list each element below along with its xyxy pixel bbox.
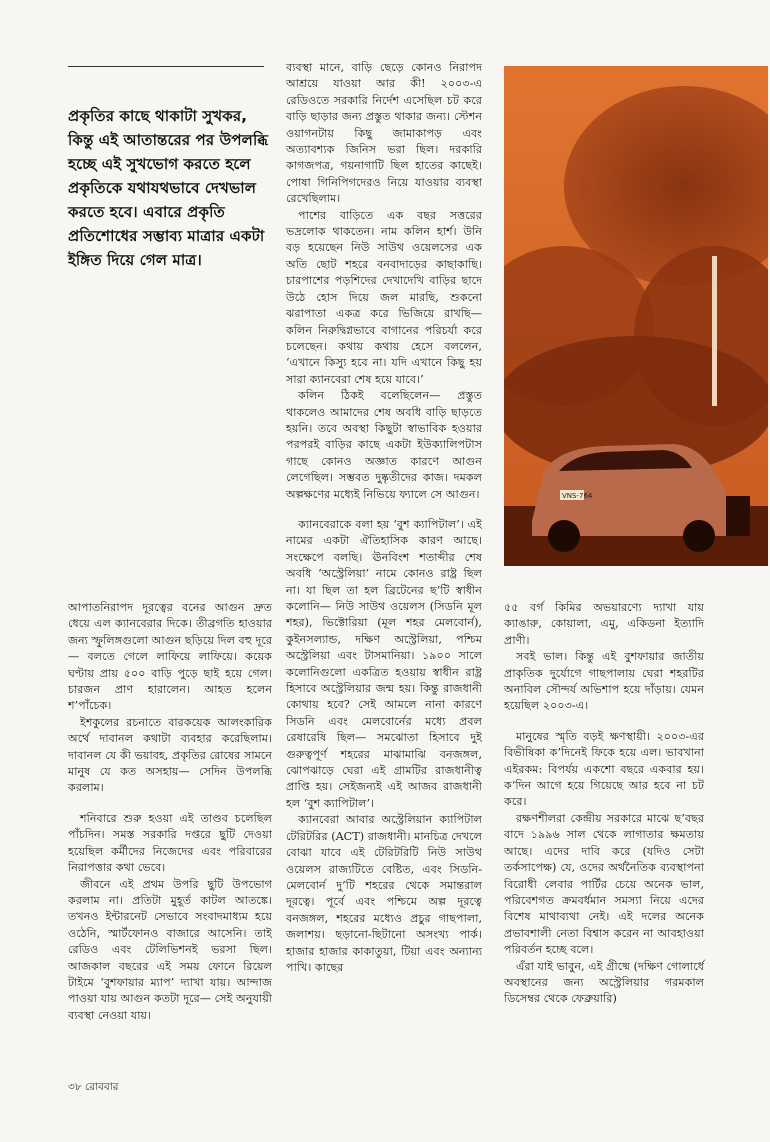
paragraph: ইশকুলের রচনাতে বারকয়েক আলংকারিক অর্থে দাবানল কথাটা ব্যবহার করেছিলাম। দাবানল যে কী ভয়াবহ, প্রকৃতির রোষের সামনে মানুষ যে কত অসহায়— সেদিন উপলব্ধি করলাম। xyxy=(68,715,272,795)
paragraph: কলিন ঠিকই বলেছিলেন— প্রস্তুত থাকলেও আমাদের শেষ অবধি বাড়ি ছাড়তে হয়নি। তবে অবস্থা কিছুটা স্বাভাবিক হওয়ার পরপরই বাড়ির কাছে একটা ইউক্যালিপটাস গাছে কোনও অজ্ঞাত কারণে আগুন লেগেছিল। সম্ভবত দুষ্কৃতীদের কাজ। দমকল অল্পক্ষণের মধ্যেই নিভিয়ে ফ্যালে সে আগুন। xyxy=(286,389,482,501)
paragraph: ক্যানবেরা আবার অস্ট্রেলিয়ান ক্যাপিটাল টেরিটরির (ACT) রাজধানী। মানচিত্র দেখলে বোঝা যাবে এই টেরিটরিটি নিউ সাউথ ওয়েলস রাজ্যটিতে বেষ্টিত, এবং সিডনি-মেলবোর্ন দু’টি শহরের থেকে সমান্তরাল দূরত্বে। পূর্বে এবং পশ্চিমে অল্প দূরত্বে বনজঙ্গল, শহরের মধ্যেও প্রচুর গাছপালা, জলাশয়। ছড়ানো-ছিটানো অসংখ্য পার্ক। হাজার হাজার কাকাতুয়া, টিয়া এবং অন্যান্য পাখি। কাছের xyxy=(286,813,482,974)
pull-quote: প্রকৃতির কাছে থাকাটা সুখকর, কিন্তু এই আতান্তরের পর উপলব্ধি হচ্ছে এই সুখভোগ করতে হলে প্রকৃতিকে যথাযথভাবে দেখভাল করতে হবে। এবারে প্রকৃতি প্রতিশোধের সম্ভাব্য মাত্রার একটা ইঙ্গিত দিয়ে গেল মাত্র। xyxy=(68,107,269,269)
paragraph: মানুষের স্মৃতি বড়ই ক্ষণস্থায়ী। ২০০৩-এর বিভীষিকা ক’দিনেই ফিকে হয়ে এল। ভাবখানা এইরকম: বিপর্যয় একশো বছরে একবার হয়। ক’দিন আগে হয়ে গিয়েছে আর হবে না চট করে। xyxy=(504,729,704,809)
bushfire-photo xyxy=(504,66,768,566)
paragraph: আপাতনিরাপদ দূরত্বের বনের আগুন দ্রুত ধেয়ে এল ক্যানবেরার দিকে। তীব্রগতি হাওয়ার জন্য স্ফুলিঙ্গগুলো আগুন ছড়িয়ে দিল বহু দূরে— বলতে গেলে লাফিয়ে লাফিয়ে। কয়েক ঘণ্টায় প্রায় ৫০০ বাড়ি পুড়ে ছাই হয়ে গেল। চারজন প্রাণ হারালেন। আহত হলেন শ’পাঁচেক। xyxy=(68,601,272,713)
pull-quote-rule xyxy=(68,66,264,67)
article-column-middle xyxy=(286,60,482,976)
paragraph: ব্যবস্থা মানে, বাড়ি ছেড়ে কোনও নিরাপদ আশ্রয়ে যাওয়া আর কী! ২০০৩-এ রেডিওতে সরকারি নির্দেশ এসেছিল চট করে বাড়ি ছাড়ার জন্য প্রস্তুত থাকার জন্য। স্টেশন ওয়াগনটায় কিছু জামাকাপড় এবং অত্যাবশ্যক জিনিস ভরা ছিল। দরকারি কাগজপত্র, গয়নাগাটি ছিল হাতের কাছেই। পোষা গিনিপিগদেরও নিয়ে যাওয়ার ব্যবস্থা রেখেছিলাম। xyxy=(286,61,482,206)
license-plate: VNS-764 xyxy=(562,492,593,500)
paragraph: ৫৫ বর্গ কিমির অভয়ারণ্যে দ্যাখা যায় ক্যাঙারু, কোয়ালা, এমু, একিডনা ইত্যাদি প্রাণী। xyxy=(504,601,704,647)
paragraph: জীবনে এই প্রথম উপরি ছুটি উপভোগ করলাম না। প্রতিটা মুহূর্ত কাটল আতঙ্কে। তখনও ইন্টারনেট সেভাবে সংবাদমাধ্যম হয়ে ওঠেনি, স্মার্টফোনও বাজারে আসেনি। তাই রেডিও এবং টেলিভিশনই ভরসা ছিল। আজকাল বছরের এই সময় ফোনে রিয়েল টাইমে ‘বুশফায়ার ম্যাপ’ দ্যাখা যায়। আন্দাজ পাওয়া যায় আগুন কতটা দূরে— সেই অনুযায়ী ব্যবস্থা নেওয়া যায়। xyxy=(68,877,272,1022)
paragraph: এঁরা যাই ভাবুন, এই গ্রীষ্মে (দক্ষিণ গোলার্ধে অবস্থানের জন্য অস্ট্রেলিয়ার গরমকাল ডিসেম্বর থেকে ফেব্রুয়ারি) xyxy=(504,959,704,1006)
paragraph: রক্ষণশীলরা কেন্দ্রীয় সরকারে মাঝে ছ’বছর বাদে ১৯৯৬ সাল থেকে লাগাতার ক্ষমতায় আছে। এদের দাবি করে (যদিও সেটা তর্কসাপেক্ষ) যে, ওদের অর্থনৈতিক ব্যবস্থাপনা বিরোধী লেবার পার্টির চেয়ে অনেক ভাল, পরিবেশগত ক্রমবর্ধমান সমস্যা নিয়ে এদের বিশেষ মাথাব্যথা নেই। এই দলের অনেক প্রভাবশালী নেতা বিশ্বাস করেন না আবহাওয়া পরিবর্তন হচ্ছে বলে। xyxy=(504,811,704,957)
article-column-left xyxy=(68,600,272,1024)
paragraph: সবই ভাল। কিন্তু এই বুশফায়ার জাতীয় প্রাকৃতিক দুর্যোগে গাছপালায় ঘেরা শহরটির অনাবিল সৌন্দর্য অভিশাপ হয়ে দাঁড়ায়। যেমন হয়েছিল ২০০৩-এ। xyxy=(504,650,704,713)
page-folio: ৩৮ রোববার xyxy=(68,1081,119,1093)
paragraph: ক্যানবেরাকে বলা হয় ‘বুশ ক্যাপিটাল’। এই নামের একটা ঐতিহাসিক কারণ আছে। সংক্ষেপে বলছি। ঊনবিংশ শতাব্দীর শেষ অবধি ‘অস্ট্রেলিয়া’ নামে কোনও রাষ্ট্র ছিল না। যা ছিল তা হল ব্রিটেনের ছ’টি স্বাধীন কলোনি— নিউ সাউথ ওয়েলস (সিডনি মূল শহর), ভিক্টোরিয়া (মূল শহর মেলবোর্ন), কুইনসল্যান্ড, দক্ষিণ অস্ট্রেলিয়া, পশ্চিম অস্ট্রেলিয়া এবং টাসমানিয়া। ১৯০০ সালে কলোনিগুলো একত্রিত হওয়ায় স্বাধীন রাষ্ট্র হিসাবে অস্ট্রেলিয়ার জন্ম হয়। কিন্তু রাজধানী কোথায় হবে? সেই আমলে নানা কারণে সিডনি এবং মেলবোর্নের মধ্যে প্রবল রেষারেষি ছিল— সমঝোতা হিসাবে দুই গুরুত্বপূর্ণ শহরের মাঝামাঝি বনজঙ্গল, ঝোপঝাড়ে ঘেরা এই গ্রামটির রাজধানীত্ব প্রাপ্তি হয়। সেইজন্যই এই আজব রাজধানী হল ‘বুশ ক্যাপিটাল’। xyxy=(286,517,482,810)
article-column-right xyxy=(504,600,704,1008)
paragraph: পাশের বাড়িতে এক বছর সত্তরের ভদ্রলোক থাকতেন। নাম কলিন হার্শ। উনি বড় হয়েছেন নিউ সাউথ ওয়েলসের এক অতি ছোট শহরে বনবাদাড়ের কাছাকাছি। চারপাশের পড়শিদের দেখাদেখি বাড়ির ছাদে উঠে হোস দিয়ে জল মারছি, শুকনো ঝরাপাতা একত্র করে ভিজিয়ে রাখছি— কলিন নিরুদ্বিগ্নভাবে বাগানের পরিচর্যা করে চলেছেন। কথায় কথায় হেসে বললেন, ‘এখানে কিস্যু হবে না। যদি এখানে কিছু হয় সারা ক্যানবেরা শেষ হয়ে যাবে।’ xyxy=(286,208,482,386)
paragraph: শনিবারে শুরু হওয়া এই তাণ্ডব চলেছিল পাঁচদিন। সমস্ত সরকারি দপ্তরে ছুটি দেওয়া হয়েছিল কর্মীদের নিজেদের এবং পরিবারের নিরাপত্তার কথা ভেবে। xyxy=(68,811,272,875)
